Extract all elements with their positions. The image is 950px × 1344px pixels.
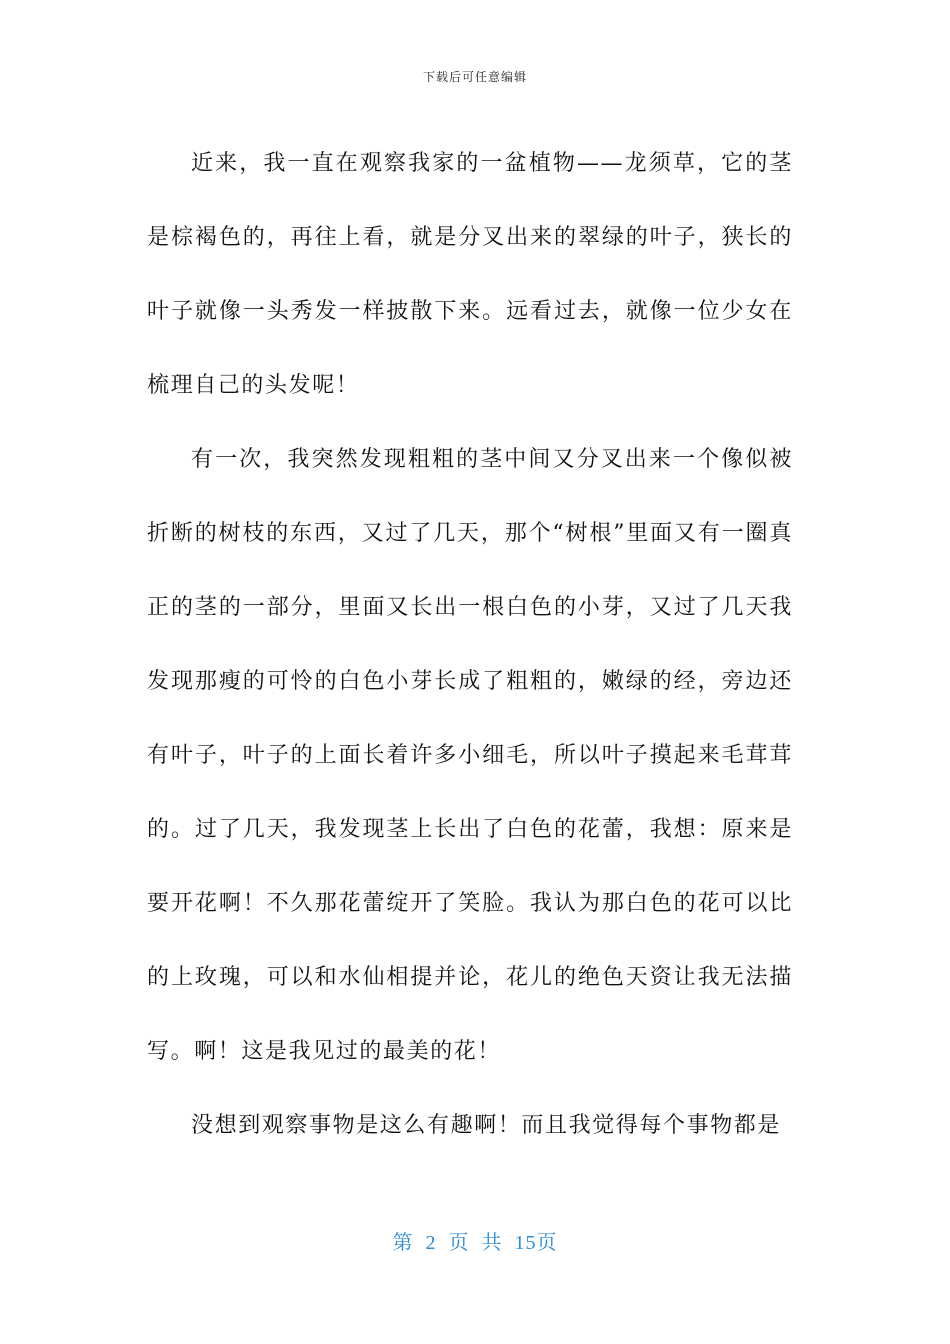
paragraph-1: 近来，我一直在观察我家的一盆植物——龙须草，它的茎是棕褐色的，再往上看，就是分叉出来的翠绿的叶子，狭长的叶子就像一头秀发一样披散下来。远看过去，就像一位少女在梳理自己的头发呢！ bbox=[147, 151, 793, 398]
footer-di: 第 bbox=[392, 1232, 414, 1254]
paragraph-2: 有一次，我突然发现粗粗的茎中间又分叉出来一个像似被折断的树枝的东西，又过了几天，那个“树根”里面又有一圈真正的茎的一部分，里面又长出一根白色的小芽，又过了几天我发现那瘦的可怜的白色小芽长成了粗粗的，嫩绿的经，旁边还有叶子，叶子的上面长着许多小细毛，所以叶子摸起来毛茸茸的。过了几天，我发现茎上长出了白色的花蕾，我想：原来是要开花啊！不久那花蕾绽开了笑脸。我认为那白色的花可以比的上玫瑰，可以和水仙相提并论，花儿的绝色天资让我无法描写。啊！这是我见过的最美的花！ bbox=[147, 447, 793, 1064]
header-note: 下载后可任意编辑 bbox=[422, 70, 527, 84]
footer-ye: 页 bbox=[448, 1232, 470, 1254]
footer-page-number: 2 bbox=[425, 1232, 437, 1254]
page-footer bbox=[0, 1226, 950, 1255]
footer-total-pages: 15页 bbox=[514, 1232, 558, 1254]
document-body bbox=[147, 127, 793, 1163]
footer-gong: 共 bbox=[481, 1232, 503, 1254]
paragraph-3: 没想到观察事物是这么有趣啊！而且我觉得每个事物都是 bbox=[191, 1113, 782, 1138]
